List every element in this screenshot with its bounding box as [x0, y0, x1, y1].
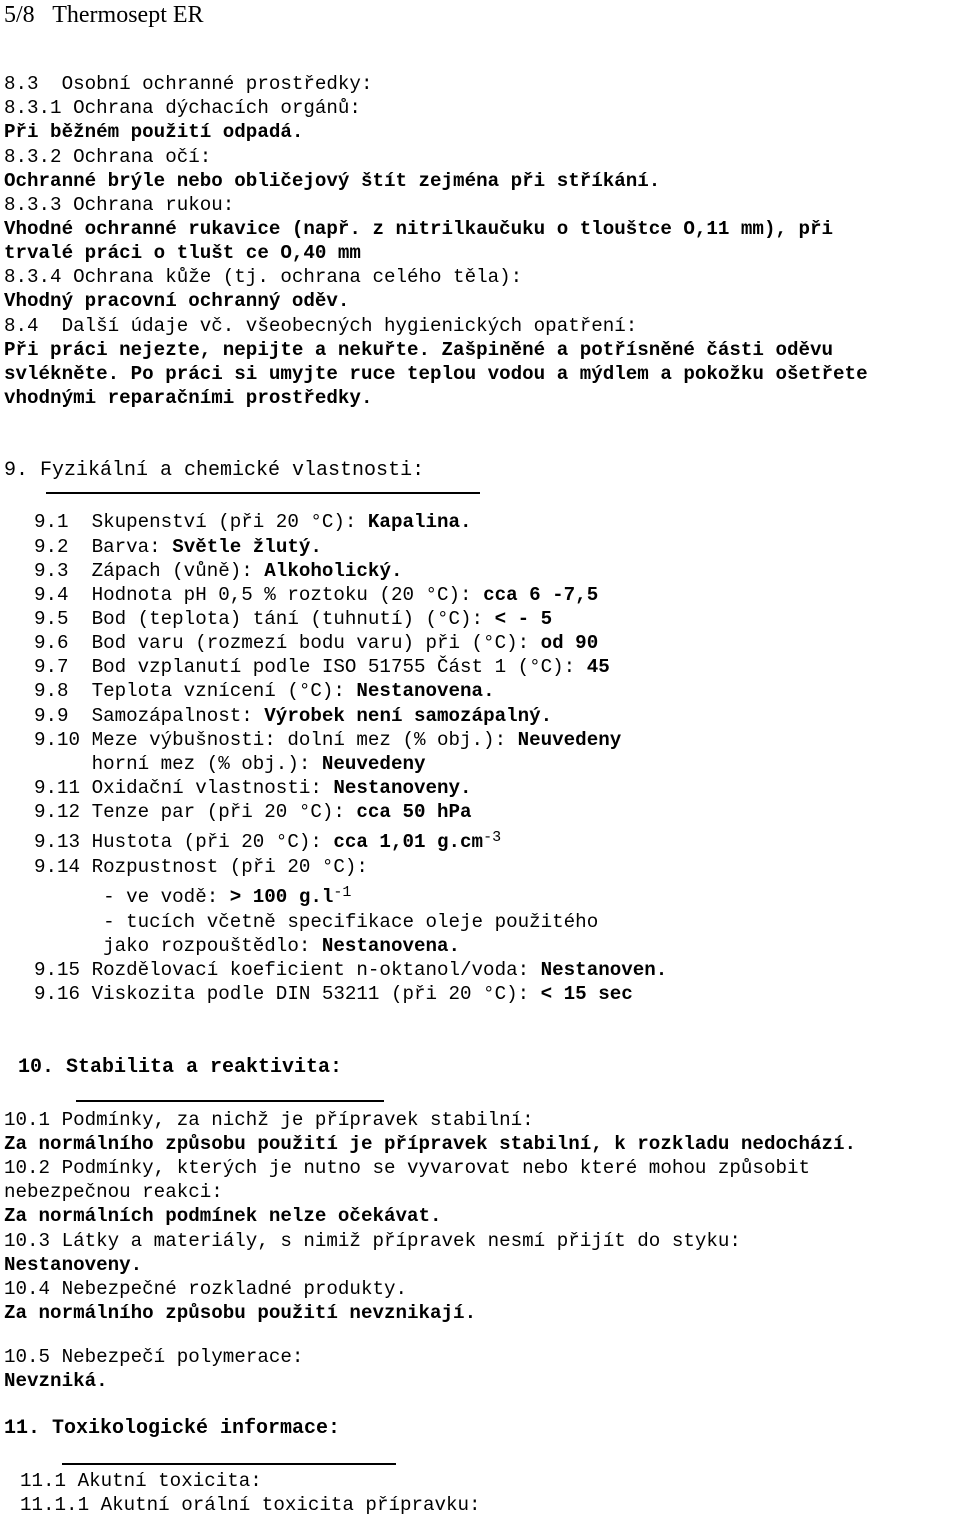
- s8-line-14: vhodnými reparačními prostředky.: [4, 387, 373, 409]
- s9-row-12: 9.12 Tenze par (při 20 °C): cca 50 hPa: [34, 801, 472, 823]
- s10-line-1: 10.1 Podmínky, za nichž je přípravek stabilní:: [4, 1109, 534, 1131]
- s9-row-4: 9.4 Hodnota pH 0,5 % roztoku (20 °C): cca 6 -7,5: [34, 584, 599, 606]
- s10-line-6: 10.3 Látky a materiály, s nimiž přípravek nesmí přijít do styku:: [4, 1230, 741, 1252]
- s10-line-7: Nestanoveny.: [4, 1254, 143, 1276]
- s9-row-14a: - ve vodě: > 100 $g.l^{-1}$: [34, 884, 352, 908]
- s9-row-7: 9.7 Bod vzplanutí podle ISO 51755 Část 1 (°C): 45: [34, 656, 610, 678]
- s9-row-15: 9.15 Rozdělovací koeficient n-oktanol/voda: Nestanoven.: [34, 959, 668, 981]
- s8-line-4: 8.3.2 Ochrana očí:: [4, 146, 212, 168]
- s8-line-2: 8.3.1 Ochrana dýchacích orgánů:: [4, 97, 361, 119]
- s8-line-8: trvalé práci o tlušt ce O,40 mm: [4, 242, 361, 264]
- s8-line-11: 8.4 Další údaje vč. všeobecných hygienických opatření:: [4, 315, 638, 337]
- s8-line-7: Vhodné ochranné rukavice (např. z nitrilkaučuku o tlouštce O,11 mm), při: [4, 218, 834, 240]
- s10-line-11: Nevzniká.: [4, 1370, 108, 1392]
- s9-row-1: 9.1 Skupenství (při 20 °C): Kapalina.: [34, 511, 472, 533]
- s11-heading-underline: [62, 1463, 396, 1465]
- s9-row-5: 9.5 Bod (teplota) tání (tuhnutí) (°C): < - 5: [34, 608, 553, 630]
- s10-line-2: Za normálního způsobu použití je přípravek stabilní, k rozkladu nedochází.: [4, 1133, 857, 1155]
- s10-line-10: 10.5 Nebezpečí polymerace:: [4, 1346, 304, 1368]
- s9-row-9: 9.9 Samozápalnost: Výrobek není samozápalný.: [34, 705, 553, 727]
- s10-line-3: 10.2 Podmínky, kterých je nutno se vyvarovat nebo které mohou způsobit: [4, 1157, 811, 1179]
- s8-line-9: 8.3.4 Ochrana kůže (tj. ochrana celého těla):: [4, 266, 523, 288]
- s9-row-11: 9.11 Oxidační vlastnosti: Nestanoveny.: [34, 777, 472, 799]
- s8-line-1: 8.3 Osobní ochranné prostředky:: [4, 73, 373, 95]
- s8-line-3: Při běžném použití odpadá.: [4, 121, 304, 143]
- s9-row-8: 9.8 Teplota vznícení (°C): Nestanovena.: [34, 680, 495, 702]
- s10-heading: 10. Stabilita a reaktivita:: [18, 1056, 343, 1079]
- s11-line-2: 11.1.1 Akutní orální toxicita přípravku:: [20, 1494, 481, 1516]
- s9-row-13: 9.13 Hustota (při 20 °C): cca 1,01 $g.cm^{-3}$: [34, 829, 502, 853]
- s9-row-6: 9.6 Bod varu (rozmezí bodu varu) při (°C): od 90: [34, 632, 599, 654]
- s9-row-10: 9.10 Meze výbušnosti: dolní mez (% obj.): Neuvedeny: [34, 729, 622, 751]
- s8-line-13: svlékněte. Po práci si umyjte ruce teplou vodou a mýdlem a pokožku ošetřete: [4, 363, 868, 385]
- s10-line-5: Za normálních podmínek nelze očekávat.: [4, 1205, 442, 1227]
- s10-line-4: nebezpečnou reakci:: [4, 1181, 223, 1203]
- s9-row-2: 9.2 Barva: Světle žlutý.: [34, 536, 322, 558]
- s8-line-12: Při práci nejezte, nepijte a nekuřte. Zašpiněné a potřísněné části oděvu: [4, 339, 834, 361]
- s9-row-14b: - tucích včetně specifikace oleje použitého: [34, 911, 599, 933]
- s9-row-16: 9.16 Viskozita podle DIN 53211 (při 20 °C): < 15 sec: [34, 983, 633, 1005]
- s9-row-10b: horní mez (% obj.): Neuvedeny: [34, 753, 426, 775]
- s8-line-6: 8.3.3 Ochrana rukou:: [4, 194, 235, 216]
- s9-row-3: 9.3 Zápach (vůně): Alkoholický.: [34, 560, 403, 582]
- s8-line-10: Vhodný pracovní ochranný oděv.: [4, 290, 350, 312]
- s10-line-9: Za normálního způsobu použití nevznikají.: [4, 1302, 477, 1324]
- s9-heading-underline: [46, 492, 480, 494]
- s9-heading: 9. Fyzikální a chemické vlastnosti:: [4, 459, 425, 482]
- s9-row-14: 9.14 Rozpustnost (při 20 °C):: [34, 856, 368, 878]
- s10-line-8: 10.4 Nebezpečné rozkladné produkty.: [4, 1278, 408, 1300]
- s11-heading: 11. Toxikologické informace:: [4, 1417, 341, 1440]
- s11-line-1: 11.1 Akutní toxicita:: [20, 1470, 262, 1492]
- page-header: 5/8 Thermosept ER: [4, 2, 204, 28]
- s8-line-5: Ochranné brýle nebo obličejový štít zejména při stříkání.: [4, 170, 661, 192]
- s9-row-14c: jako rozpouštědlo: Nestanovena.: [34, 935, 461, 957]
- s10-heading-underline: [76, 1100, 384, 1102]
